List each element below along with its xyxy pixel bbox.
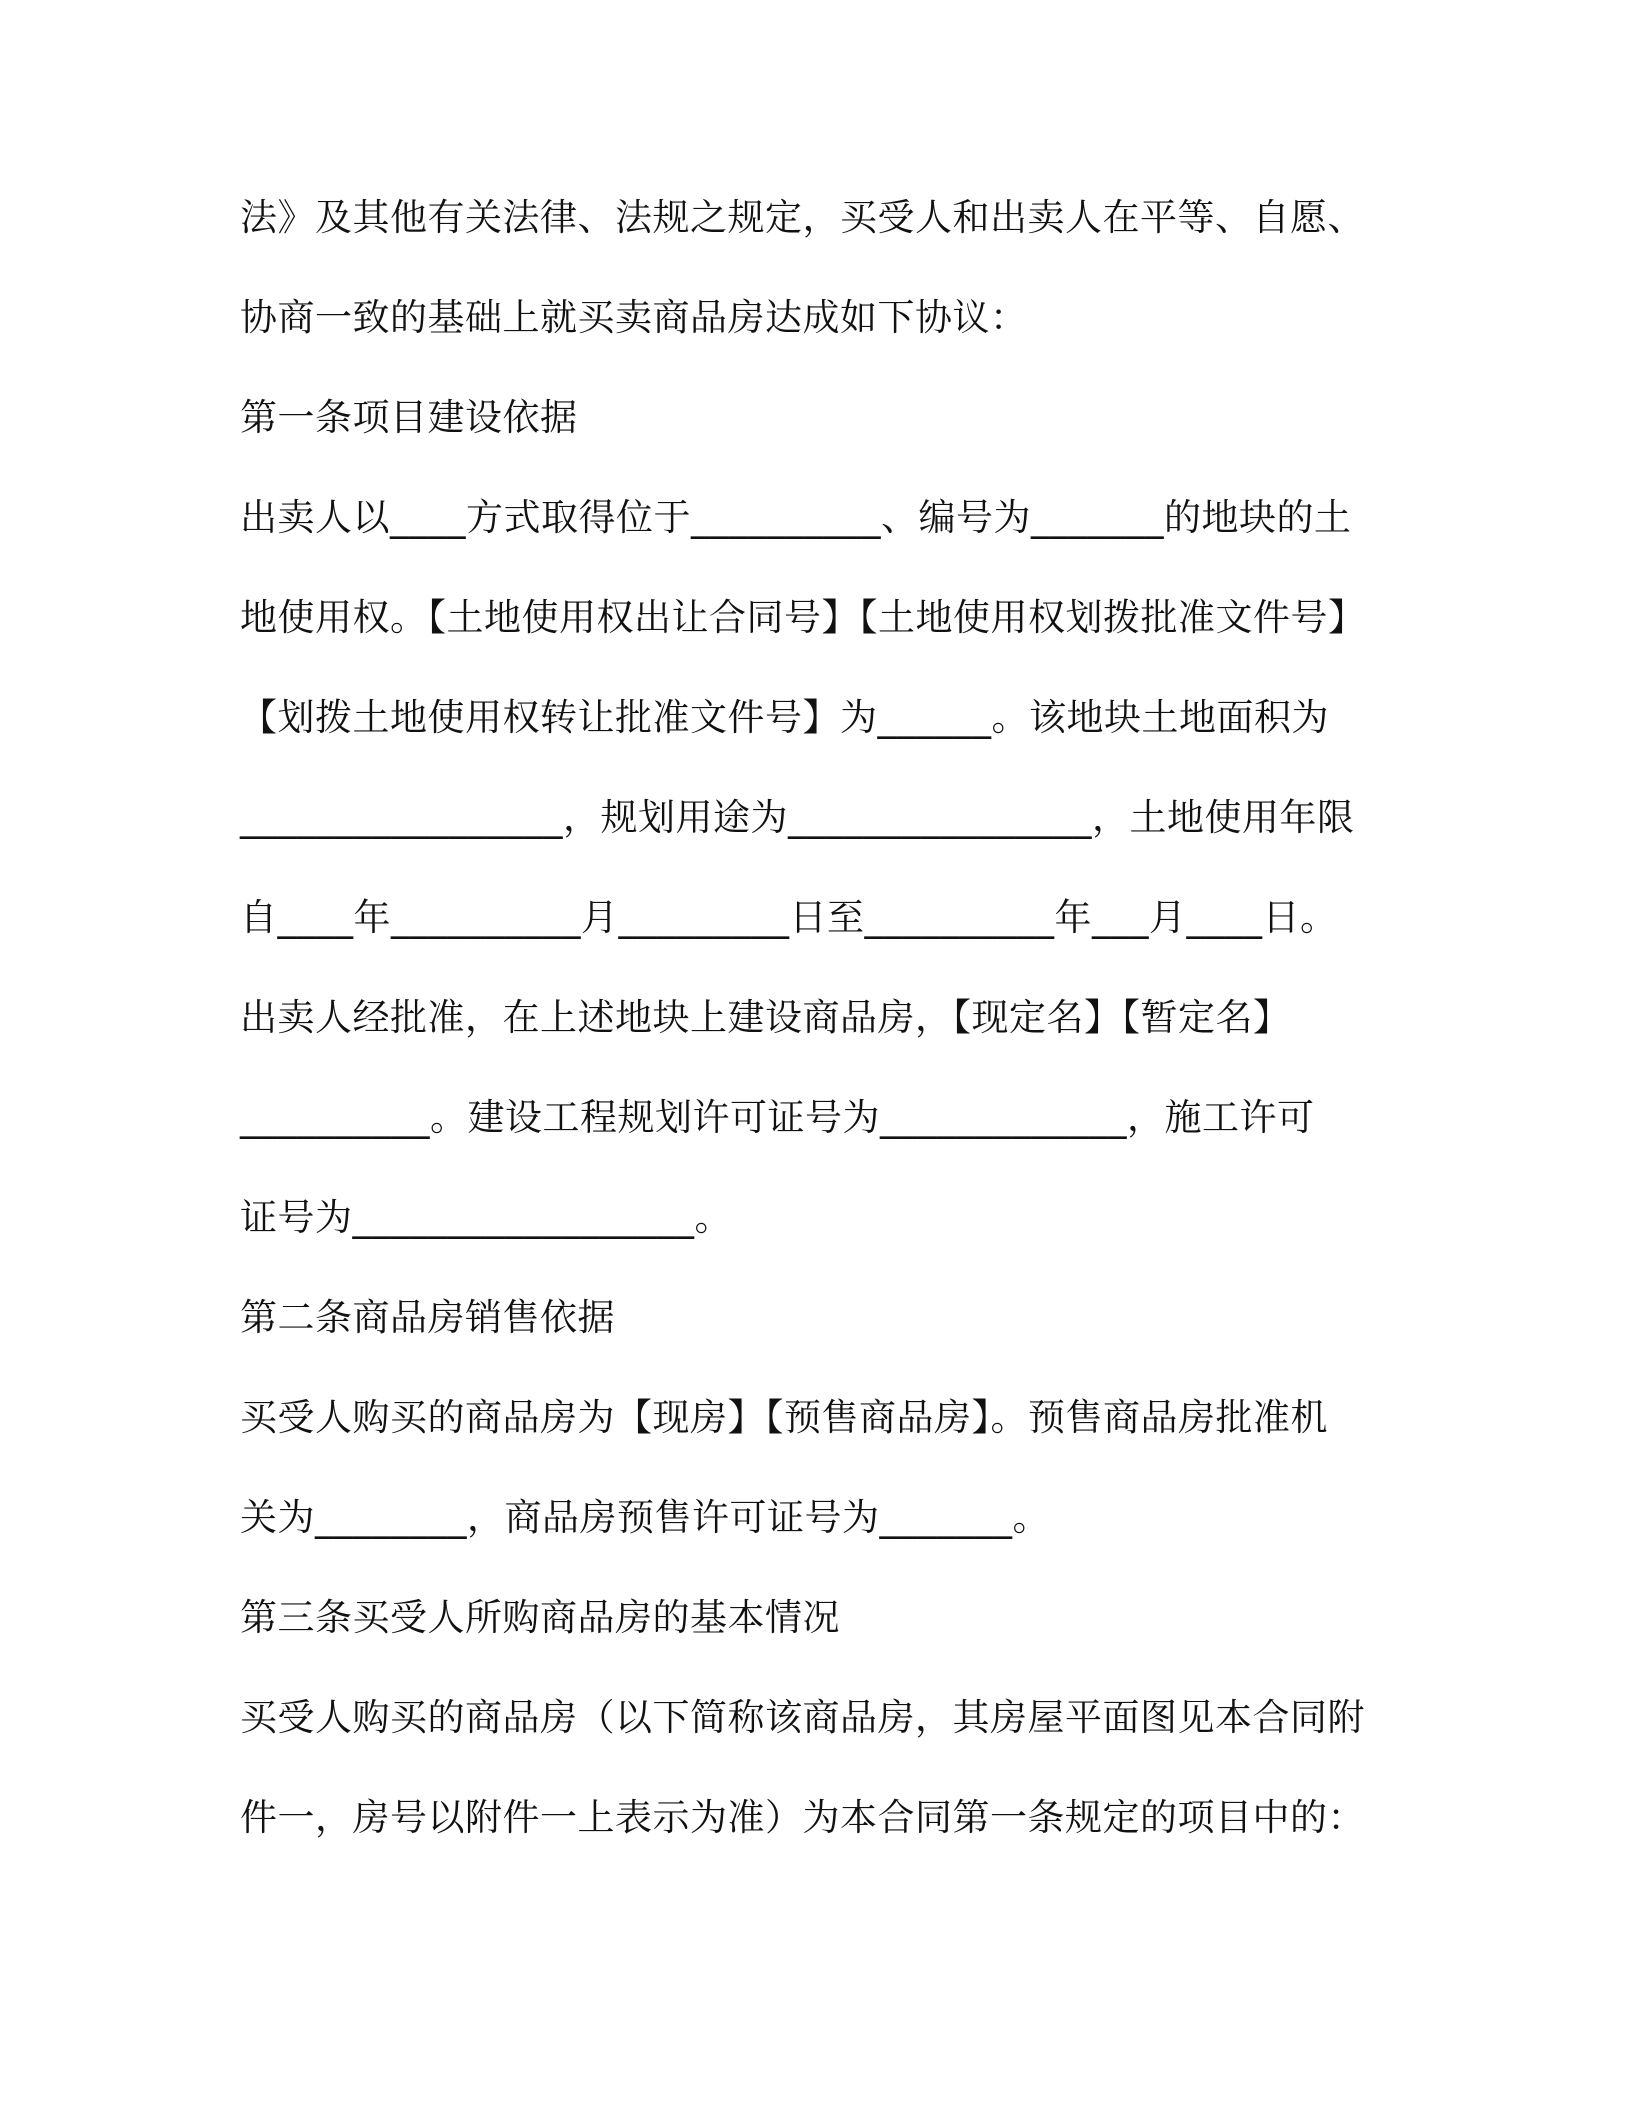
- text-line: 协商一致的基础上就买卖商品房达成如下协议：: [240, 296, 1028, 339]
- text-line: 证号为__________________。: [240, 1196, 732, 1239]
- text-line: 自____年__________月_________日至__________年___月____日。: [240, 896, 1338, 939]
- text-line: 【划拨土地使用权转让批准文件号】为______。该地块土地面积为: [240, 696, 1329, 739]
- text-line: 法》及其他有关法律、法规之规定，买受人和出卖人在平等、自愿、: [240, 196, 1365, 239]
- section-heading-3: 第三条买受人所购商品房的基本情况: [240, 1596, 840, 1639]
- text-line: _________________，规划用途为________________，土地使用年限: [240, 796, 1355, 839]
- text-line: 关为________，商品房预售许可证号为_______。: [240, 1496, 1050, 1539]
- text-line: 地使用权。【土地使用权出让合同号】【土地使用权划拨批准文件号】: [240, 596, 1366, 639]
- text-line: __________。建设工程规划许可证号为_____________，施工许可: [240, 1096, 1315, 1139]
- section-heading-2: 第二条商品房销售依据: [240, 1296, 615, 1339]
- section-heading-1: 第一条项目建设依据: [240, 396, 578, 439]
- text-line: 买受人购买的商品房（以下简称该商品房，其房屋平面图见本合同附: [240, 1696, 1365, 1739]
- text-line: 出卖人以____方式取得位于__________、编号为_______的地块的土: [240, 496, 1352, 539]
- text-line: 件一，房号以附件一上表示为准）为本合同第一条规定的项目中的：: [240, 1796, 1365, 1839]
- text-line: 出卖人经批准，在上述地块上建设商品房，【现定名】【暂定名】: [240, 996, 1291, 1039]
- text-line: 买受人购买的商品房为【现房】【预售商品房】。预售商品房批准机: [240, 1396, 1328, 1439]
